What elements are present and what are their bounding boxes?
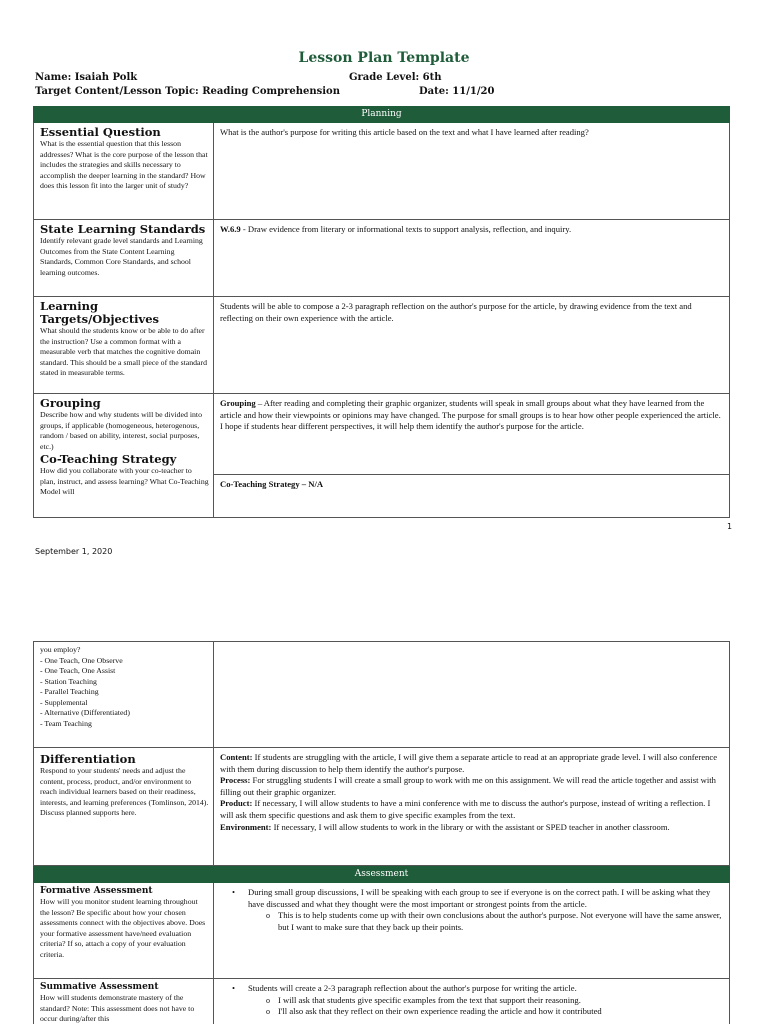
- essential-question-answer: What is the author's purpose for writing this article based on the text and what I have learned after reading?: [220, 127, 589, 137]
- coteach-continued-answer-cell: [214, 641, 730, 748]
- coteach-option: - Team Teaching: [40, 718, 92, 728]
- diff-environment: [220, 822, 723, 834]
- differentiation-answer-cell: [214, 748, 730, 866]
- coteach-line: you employ?: [40, 645, 81, 654]
- targets-answer-cell: [214, 297, 730, 394]
- summative-answer-cell: [214, 979, 730, 1024]
- formative-label: Formative Assessment: [40, 886, 153, 896]
- standards-answer-cell: [214, 220, 730, 297]
- targets-answer: Students will be able to compose a 2-3 paragraph reflection on the author's purpose for the article, by drawing evidence from the text and reflecting on their own experience with the article.: [220, 301, 692, 323]
- grouping-answer-cell: [214, 394, 730, 475]
- coteach-option: - Supplemental: [40, 697, 88, 707]
- standards-answer: - Draw evidence from literary or informational texts to support analysis, reflection, and inquiry.: [240, 224, 572, 234]
- formative-sub-bullet: o This is to help students come up with their own conclusions about the author's purpose. Not everyone will have the same answer, but I want to make sure that they back up their points.: [214, 910, 723, 933]
- standards-code: W.6.9: [220, 224, 241, 234]
- essential-question-label-cell: [33, 123, 214, 220]
- coteach-answer-cell: [214, 475, 730, 518]
- grouping-desc: Describe how and why students will be divided into groups, if applicable (homogeneous, heterogenous, random / based on ability, interest, social purposes, etc.): [40, 410, 202, 451]
- targets-desc: What should the students know or be able to do after the instruction? Use a common format with a measurable verb that matches the cognitive domain standard. This should be a small piece of the standard stated in measurable terms.: [40, 326, 208, 377]
- coteach-option: - One Teach, One Assist: [40, 666, 116, 675]
- footer-date: September 1, 2020: [35, 547, 113, 556]
- coteach-label: Co-Teaching Strategy: [40, 452, 177, 466]
- coteach-option: - Parallel Teaching: [40, 687, 99, 696]
- diff-product: [220, 798, 723, 821]
- diff-env-text: If necessary, I will allow students to work in the library or with the assistant or SPED teacher in another classroom.: [271, 821, 670, 832]
- coteach-desc: How did you collaborate with your co-teacher to plan, instruct, and assess learning? What Co-Teaching Model will: [40, 466, 209, 496]
- essential-question-answer-cell: [214, 123, 730, 220]
- diff-content-head: Content:: [220, 752, 253, 762]
- coteach-continued-cell: [33, 641, 214, 748]
- document-title: Lesson Plan Template: [298, 50, 470, 66]
- differentiation-label-cell: [33, 748, 214, 866]
- summative-label: Summative Assessment: [40, 982, 159, 992]
- coteach-continued-list: [34, 641, 213, 729]
- coteach-option: - Station Teaching: [40, 676, 97, 686]
- essential-question-label: Essential Question: [40, 125, 161, 139]
- grade-level: Grade Level: 6th: [349, 72, 442, 83]
- coteach-option: - Alternative (Differentiated): [40, 708, 130, 717]
- diff-product-head: Product:: [220, 798, 253, 809]
- teacher-name: Name: Isaiah Polk: [35, 72, 138, 83]
- targets-label: Learning Targets/Objectives: [40, 299, 160, 326]
- diff-env-head: Environment:: [220, 821, 272, 832]
- coteach-answer: Co-Teaching Strategy – N/A: [220, 479, 324, 489]
- summative-bullet: • Students will create a 2-3 paragraph reflection about the author's purpose for writing the article.: [214, 983, 723, 995]
- summative-label-cell: [33, 979, 214, 1024]
- diff-product-text: If necessary, I will allow students to have a mini conference with me to discuss the author's purpose, instead of writing a reflection. I will ask them specific questions and ask them to give specific examples from the text.: [220, 798, 711, 820]
- grouping-label-cell: [33, 394, 214, 518]
- grouping-answer: – After reading and completing their graphic organizer, students will speak in small groups about what they have learned from the article and how their viewpoints or opinions may have changed. The purpose for small groups is to hear how other people experienced the article. I hope if students hear different perspectives, it will help them identify the author's purpose for the article.: [220, 398, 721, 432]
- diff-content: [220, 752, 723, 775]
- page-number: 1: [727, 522, 733, 531]
- standards-label: State Learning Standards: [40, 222, 206, 236]
- formative-label-cell: [33, 883, 214, 979]
- formative-bullet: • During small group discussions, I will be speaking with each group to see if everyone is on the correct path. I will be asking what they have discussed and what they thought were the most important or strongest points from the article.: [214, 887, 723, 910]
- lesson-date: Date: 11/1/20: [419, 86, 495, 97]
- essential-question-desc: What is the essential question that this lesson addresses? What is the core purpose of the lesson that includes the strategies and skills necessary to accomplish the deeper learning in the standard? How does this lesson fit into the larger unit of study?: [40, 139, 208, 190]
- diff-content-text: If students are struggling with the article, I will give them a separate article to read at an appropriate grade level. I will also conference with them during discussion to help them identify the author's purpose.: [220, 752, 718, 774]
- diff-process-head: Process:: [220, 775, 251, 786]
- standards-desc: Identify relevant grade level standards and Learning Outcomes from the State Content Learning Standards, Common Core Standards, and school learning outcomes.: [40, 236, 203, 277]
- formative-desc: How will you monitor student learning throughout the lesson? Be specific about how your chosen assessments connect with the objectives above. Does your formative assessment have/need evaluation criteria? If so, attach a copy of your evaluation criteria.: [40, 897, 206, 959]
- targets-label-cell: [33, 297, 214, 394]
- lesson-topic: Target Content/Lesson Topic: Reading Comprehension: [35, 86, 340, 97]
- planning-section-bar: Planning: [33, 106, 730, 123]
- summative-desc: How will students demonstrate mastery of the standard? Note: This assessment does not have to occur during/after this: [40, 993, 195, 1023]
- coteach-option: - One Teach, One Observe: [40, 655, 123, 665]
- diff-process-text: For struggling students I will create a small group to work with me on this assignment. We will read the article together and assist with filling out their graphic organizer.: [220, 775, 716, 797]
- assessment-section-bar: Assessment: [33, 866, 730, 883]
- summative-sub-bullet: o I will ask that students give specific examples from the text that support their reasoning.: [214, 995, 723, 1007]
- grouping-label: Grouping: [40, 396, 101, 410]
- differentiation-desc: Respond to your students' needs and adjust the content, process, product, and/or environment to reach individual learners based on their readiness, interests, and learning preferences (Tomlinson, 2014). Discuss planned supports here.: [40, 766, 209, 817]
- formative-answer-cell: [214, 883, 730, 979]
- grouping-head: Grouping: [220, 398, 256, 408]
- summative-sub-bullet: o I'll also ask that they reflect on their own experience reading the article and how it contributed: [214, 1006, 723, 1018]
- diff-process: [220, 775, 723, 798]
- differentiation-label: Differentiation: [40, 752, 136, 766]
- standards-label-cell: [33, 220, 214, 297]
